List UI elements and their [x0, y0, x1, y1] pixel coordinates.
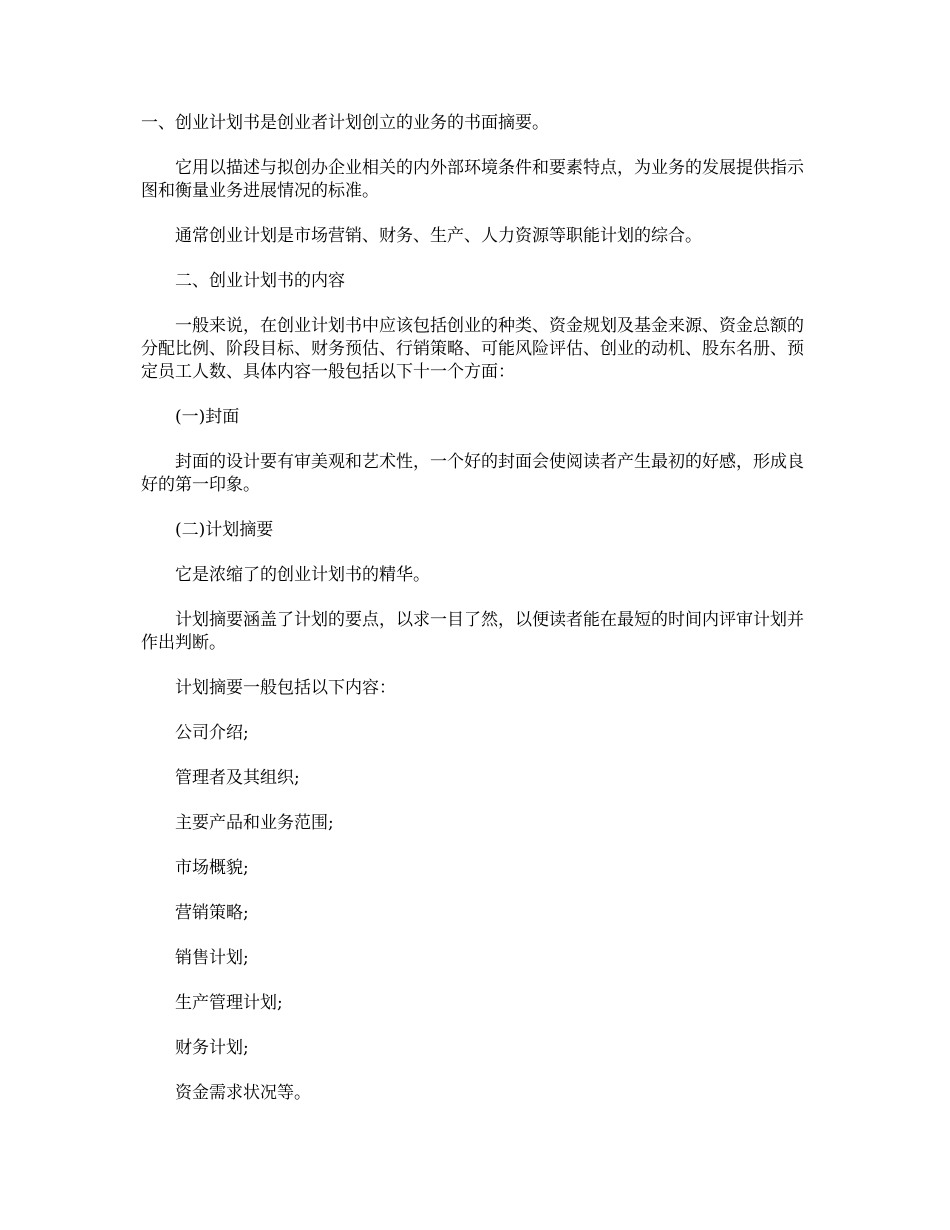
list-item-company-intro: 公司介绍;: [175, 723, 249, 743]
subsection-heading-summary: (二)计划摘要: [175, 520, 274, 540]
section-heading-contents: 二、创业计划书的内容: [175, 271, 345, 291]
paragraph-summary-includes: 计划摘要一般包括以下内容：: [175, 678, 396, 698]
paragraph-3: 通常创业计划是市场营销、财务、生产、人力资源等职能计划的综合。: [175, 226, 702, 246]
paragraph-cover-design: 封面的设计要有审美观和艺术性，一个好的封面会使阅读者产生最初的好感，形成良好的第一印象。: [141, 452, 804, 495]
paragraph-summary-coverage: 计划摘要涵盖了计划的要点，以求一目了然，以便读者能在最短的时间内评审计划并作出判断。: [141, 610, 804, 653]
subsection-heading-cover: (一)封面: [175, 407, 240, 427]
list-item-funding-needs: 资金需求状况等。: [175, 1083, 311, 1103]
list-item-sales-plan: 销售计划;: [175, 948, 249, 968]
list-item-management: 管理者及其组织;: [175, 768, 300, 788]
paragraph-2: 它用以描述与拟创办企业相关的内外部环境条件和要素特点，为业务的发展提供指示图和衡量业务进展情况的标准。: [141, 158, 804, 201]
list-item-products: 主要产品和业务范围;: [175, 813, 334, 833]
document-body: [141, 112, 813, 1127]
list-item-marketing-strategy: 营销策略;: [175, 903, 249, 923]
paragraph-summary-essence: 它是浓缩了的创业计划书的精华。: [175, 565, 430, 585]
list-item-financial-plan: 财务计划;: [175, 1038, 249, 1058]
list-item-market-overview: 市场概貌;: [175, 858, 249, 878]
paragraph-contents-overview: 一般来说，在创业计划书中应该包括创业的种类、资金规划及基金来源、资金总额的分配比例、阶段目标、财务预估、行销策略、可能风险评估、创业的动机、股东名册、预定员工人数、具体内容一般包括以下十一个方面：: [141, 316, 804, 382]
list-item-production-plan: 生产管理计划;: [175, 993, 283, 1013]
paragraph-1: 一、创业计划书是创业者计划创立的业务的书面摘要。: [141, 113, 549, 133]
